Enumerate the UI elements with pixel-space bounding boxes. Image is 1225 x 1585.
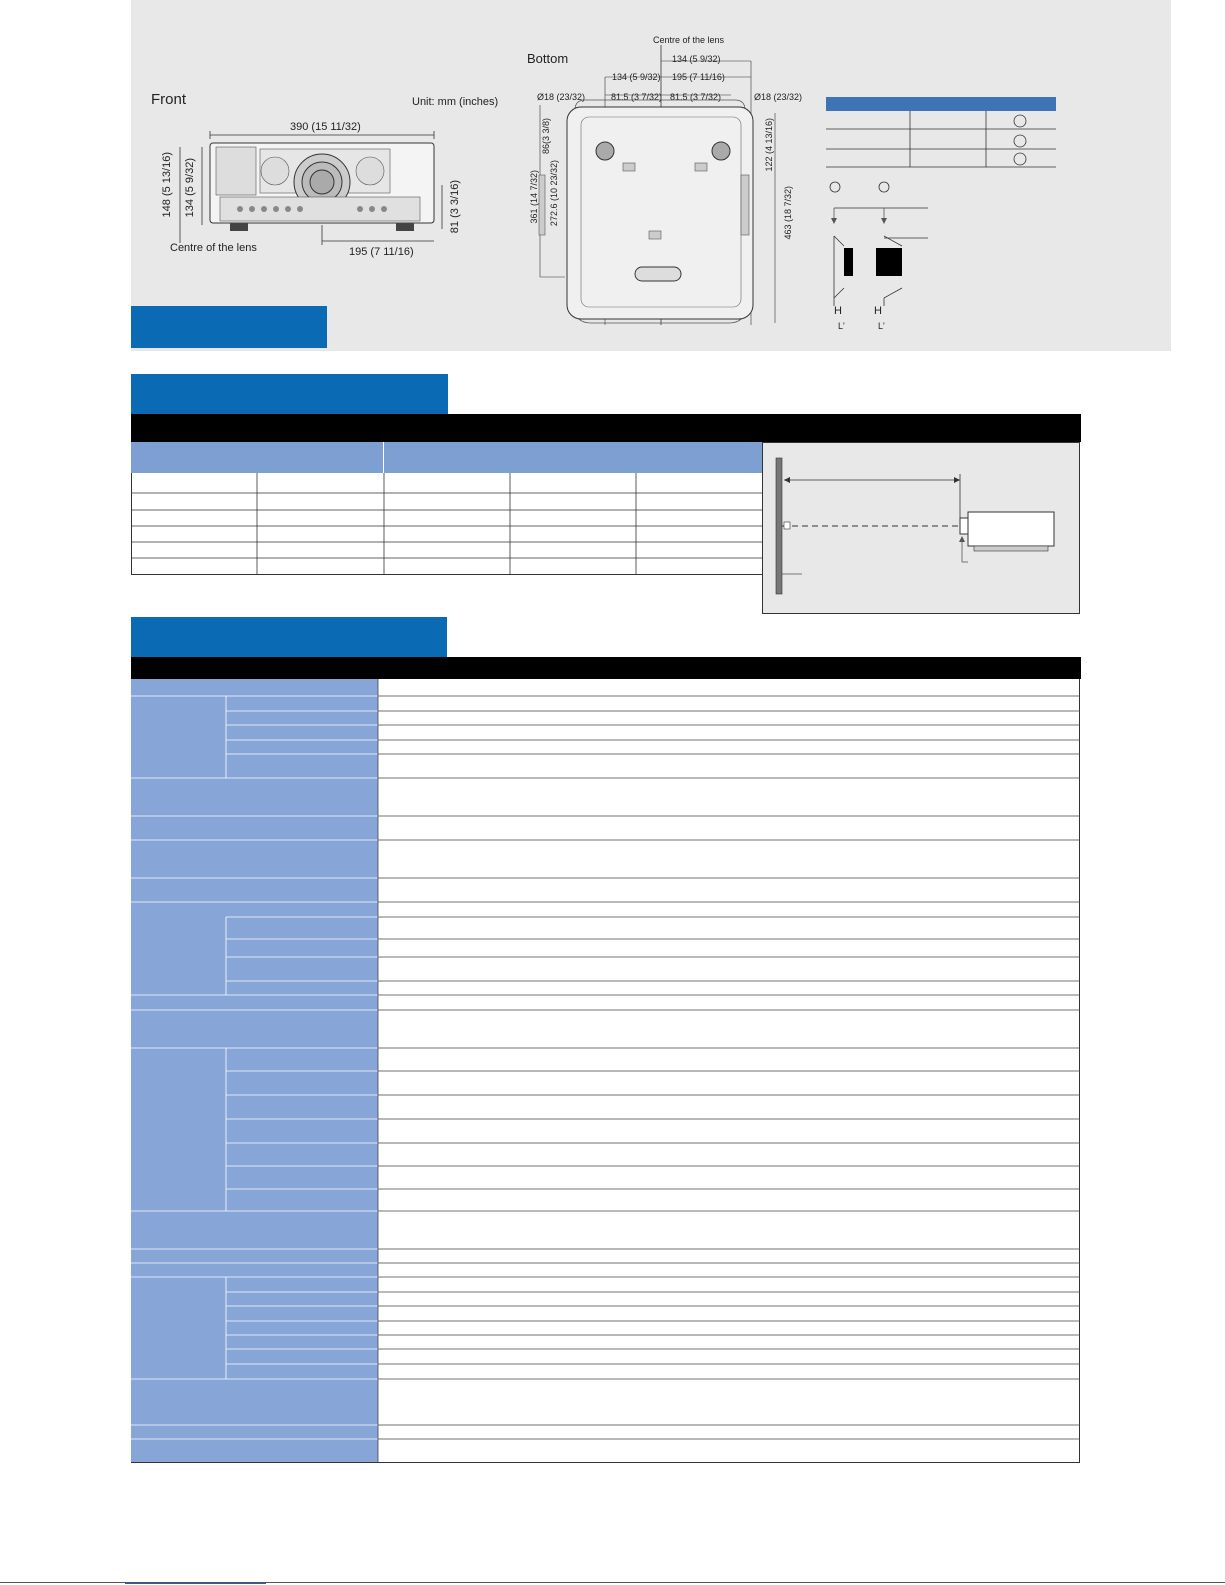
bottom-hole-right: Ø18 (23/32) bbox=[754, 92, 803, 102]
bottom-title: Bottom bbox=[527, 51, 569, 66]
projection-table-title-bar bbox=[131, 414, 1081, 442]
bottom-dim-134-top: 134 (5 9/32) bbox=[672, 54, 721, 64]
projection-table-header-right bbox=[384, 442, 762, 473]
specifications-grid bbox=[131, 679, 1081, 1464]
specifications-title-bar bbox=[131, 657, 1081, 679]
front-centre-label: Centre of the lens bbox=[170, 242, 257, 254]
bottom-dim-81-5-left: 81.5 (3 7/32) bbox=[611, 92, 663, 102]
front-title: Front bbox=[151, 91, 187, 108]
bottom-dim-81-5-right: 81.5 (3 7/32) bbox=[670, 92, 722, 102]
bottom-dim-272-6: 272.6 (10 23/32) bbox=[549, 160, 559, 227]
lens-shift-h-right: H bbox=[874, 305, 882, 317]
bottom-dim-361: 361 (14 7/32) bbox=[529, 170, 539, 224]
bottom-hole-left: Ø18 (23/32) bbox=[537, 92, 586, 102]
front-foot-height-label: 81 (3 3/16) bbox=[449, 180, 461, 234]
lens-shift-table bbox=[826, 97, 1058, 169]
front-lens-offset-label: 195 (7 11/16) bbox=[349, 246, 414, 258]
front-height-body-label: 134 (5 9/32) bbox=[184, 158, 196, 218]
specifications-section-header bbox=[131, 617, 447, 657]
projection-table-header-left bbox=[131, 442, 383, 473]
front-height-total-label: 148 (5 13/16) bbox=[161, 152, 173, 218]
footer-rule bbox=[0, 1582, 1225, 1583]
bottom-dim-134: 134 (5 9/32) bbox=[612, 72, 661, 82]
projection-diagram bbox=[772, 452, 1072, 602]
unit-label: Unit: mm (inches) bbox=[412, 96, 499, 108]
bottom-centre-label: Centre of the lens bbox=[653, 35, 725, 45]
projection-section-header bbox=[131, 374, 448, 414]
bottom-dim-122: 122 (4 13/16) bbox=[764, 118, 774, 172]
lens-shift-l-left: L' bbox=[838, 321, 845, 331]
bottom-dim-195: 195 (7 11/16) bbox=[672, 72, 725, 82]
bottom-dim-463: 463 (18 7/32) bbox=[783, 186, 793, 240]
front-width-label: 390 (15 11/32) bbox=[290, 121, 361, 133]
bottom-projector-drawing bbox=[535, 45, 795, 330]
footer-link-underline bbox=[125, 1583, 266, 1584]
projection-table-grid bbox=[131, 473, 763, 575]
lens-shift-h-left: H bbox=[834, 305, 842, 317]
panel-section-tab bbox=[131, 306, 327, 348]
lens-shift-l-right: L' bbox=[878, 321, 885, 331]
bottom-dim-86: 86(3 3/8) bbox=[541, 118, 551, 155]
front-projector-drawing bbox=[160, 125, 460, 255]
